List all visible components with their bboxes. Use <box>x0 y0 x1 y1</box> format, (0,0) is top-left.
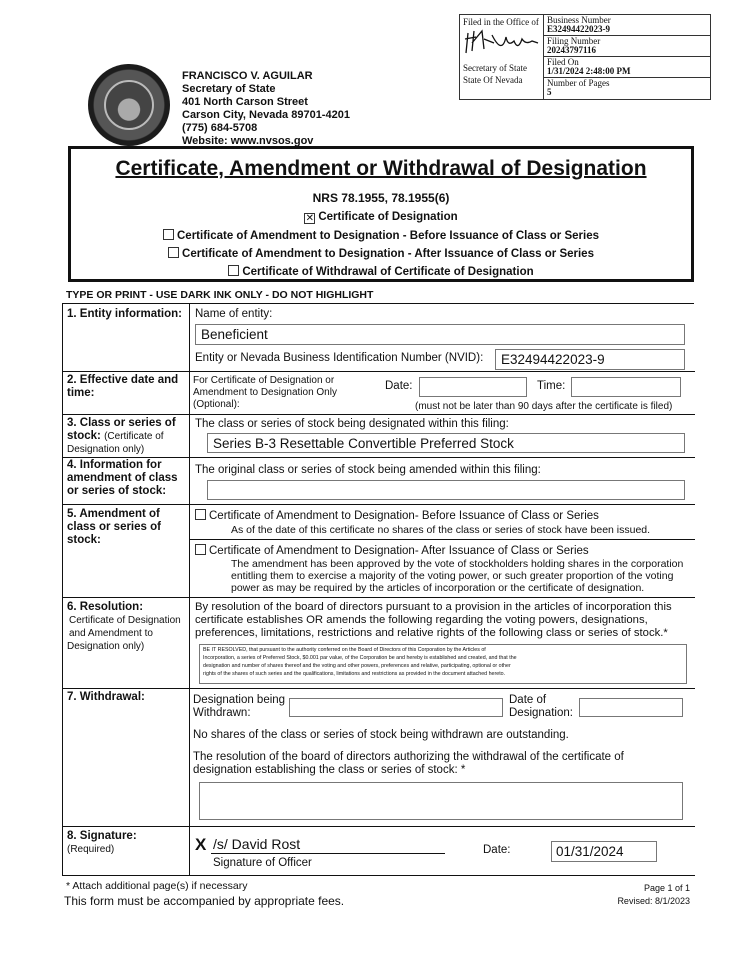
sos-phone: (775) 684-5708 <box>182 122 258 134</box>
stamp-pages <box>544 78 710 99</box>
amendment-after-desc-2: entitling them to exercise a majority of the voting power, or such greater proportion of the voting <box>231 570 674 582</box>
signature-value: /s/ David Rost <box>213 836 301 852</box>
secretary-of-state-block <box>182 70 442 148</box>
nrs-reference: NRS 78.1955, 78.1955(6) <box>312 191 450 205</box>
filing-stamp <box>459 14 711 100</box>
option-withdrawal[interactable] <box>71 265 691 278</box>
resolution-text-2: certificate establishes OR amends the following regarding the voting powers, designations, <box>195 614 648 626</box>
option-label: Certificate of Designation <box>318 211 458 223</box>
title-box <box>68 146 694 282</box>
filing-number-label: Filing Number <box>547 36 601 46</box>
footer-attach-note: * Attach additional page(s) if necessary <box>66 880 248 892</box>
stamp-filing-number <box>544 36 710 57</box>
section-7-label: 7. Withdrawal: <box>67 691 145 703</box>
resolution-line-3: designation and number of shares thereof and the voting and other powers, preferences and relative, participating, optional or other <box>203 663 511 669</box>
checkbox-checked[interactable]: ✕ <box>305 213 315 224</box>
filed-on-label: Filed On <box>547 57 579 67</box>
withdrawal-resolution-text-2: designation establishing the class or series of stock: * <box>193 764 466 776</box>
option-amendment-before[interactable] <box>71 229 691 242</box>
pages-value: 5 <box>547 87 552 97</box>
stamp-state: State Of Nevada <box>463 75 523 85</box>
original-class-text: The original class or series of stock being amended within this filing: <box>195 464 541 476</box>
resolution-field[interactable] <box>199 644 687 684</box>
checkbox[interactable] <box>195 544 206 555</box>
signature-date-value: 01/31/2024 <box>556 844 624 859</box>
effective-time-field[interactable] <box>571 377 681 397</box>
class-series-value: Series B-3 Resettable Convertible Preferred Stock <box>213 436 514 451</box>
signature-label: Signature of Officer <box>213 857 312 869</box>
nevada-state-seal <box>88 64 170 146</box>
stamp-sos: Secretary of State <box>463 63 527 73</box>
stamp-filed-in: Filed in the Office of <box>463 17 539 27</box>
withdrawal-resolution-text-1: The resolution of the board of directors authorizing the withdrawal of the certificate of <box>193 751 624 763</box>
effective-time-label: Time: <box>537 380 566 392</box>
business-number-label: Business Number <box>547 15 611 25</box>
pages-label: Number of Pages <box>547 78 610 88</box>
resolution-text-3: preferences, limitations, restrictions and relative rights of the following class or series of stock.* <box>195 627 668 639</box>
sos-role: Secretary of State <box>182 83 276 95</box>
filing-number-value: 20243797116 <box>547 45 597 55</box>
footer-revised: Revised: 8/1/2023 <box>617 896 690 906</box>
section-5-label: 5. Amendment of class or series of stock: <box>67 508 161 546</box>
designation-date-field[interactable] <box>579 698 683 717</box>
checkbox[interactable] <box>195 509 206 520</box>
sos-address-2: Carson City, Nevada 89701-4201 <box>182 109 350 121</box>
amendment-after-desc-3: power as may be required by the articles of incorporation or the certificate of designation. <box>231 582 645 594</box>
sos-address-1: 401 North Carson Street <box>182 96 308 108</box>
nvid-value: E32494422023-9 <box>501 352 605 367</box>
footer-fees-note: This form must be accompanied by appropriate fees. <box>64 894 345 908</box>
section-3-title: 3. Class or series of stock: <box>67 417 176 442</box>
withdrawal-resolution-field[interactable] <box>199 782 683 820</box>
original-class-field[interactable] <box>207 480 685 500</box>
business-number-value: E32494422023-9 <box>547 24 610 34</box>
option-amendment-after[interactable] <box>71 247 691 260</box>
effective-note: (must not be later than 90 days after the certificate is filed) <box>415 401 673 412</box>
designation-date-label-2: Designation: <box>509 707 573 719</box>
sos-name: FRANCISCO V. AGUILAR <box>182 70 313 82</box>
signature-date-field[interactable] <box>551 841 657 862</box>
secretary-signature-image <box>462 25 542 59</box>
entity-name-field[interactable] <box>195 324 685 345</box>
resolution-text-1: By resolution of the board of directors pursuant to a provision in the articles of incorporation this <box>195 601 672 613</box>
amendment-before-option[interactable] <box>195 509 599 523</box>
effective-desc-1: For Certificate of Designation or <box>193 375 335 386</box>
resolution-line-4: rights of the shares of such series and the qualifications, limitations and restrictions as provided in the document attached hereto. <box>203 671 506 677</box>
option-certificate-of-designation[interactable] <box>71 211 691 224</box>
section-3-sub: (Certificate of Designation only) <box>67 431 164 455</box>
resolution-line-1: BE IT RESOLVED, that pursuant to the authority conferred on the Board of Directors of this Corporation by the Articles of <box>203 647 486 653</box>
checkbox[interactable] <box>168 247 179 258</box>
class-series-field[interactable] <box>207 433 685 453</box>
effective-desc-2: Amendment to Designation Only <box>193 387 337 398</box>
checkbox[interactable] <box>163 229 174 240</box>
nvid-field[interactable] <box>495 349 685 370</box>
sos-website: Website: www.nvsos.gov <box>182 135 314 147</box>
amendment-after-desc-1: The amendment has been approved by the vote of stockholders holding shares in the corporation <box>231 558 684 570</box>
section-2-label: 2. Effective date and time: <box>67 374 179 399</box>
effective-desc-3: (Optional): <box>193 399 240 410</box>
ink-instructions: TYPE OR PRINT - USE DARK INK ONLY - DO NOT HIGHLIGHT <box>66 289 374 301</box>
signature-date-label: Date: <box>483 844 511 856</box>
signature-x: X <box>195 835 207 854</box>
option-label: Certificate of Amendment to Designation - After Issuance of Class or Series <box>182 248 594 260</box>
no-shares-text: No shares of the class or series of stock being withdrawn are outstanding. <box>193 729 569 741</box>
designation-withdrawn-field[interactable] <box>289 698 503 717</box>
section-4-label: 4. Information for amendment of class or series of stock: <box>67 459 178 497</box>
stamp-office <box>460 15 544 99</box>
section-6-title: 6. Resolution: <box>67 601 144 613</box>
entity-name-value: Beneficient <box>201 327 268 342</box>
section-1-label: 1. Entity information: <box>67 308 182 320</box>
designation-being-label-1: Designation being <box>193 694 286 706</box>
section-8-label <box>67 830 187 856</box>
amendment-before-desc: As of the date of this certificate no shares of the class or series of stock have been issued. <box>231 524 651 536</box>
amendment-before-label: Certificate of Amendment to Designation- Before Issuance of Class or Series <box>209 510 599 522</box>
nvid-label: Entity or Nevada Business Identification Number (NVID): <box>195 352 484 364</box>
amendment-after-label: Certificate of Amendment to Designation- After Issuance of Class or Series <box>209 545 589 557</box>
section-6-sub-2: and Amendment to <box>69 628 153 639</box>
signature-line <box>211 853 445 854</box>
section-8-required: (Required) <box>67 844 115 855</box>
amendment-after-option[interactable] <box>195 544 589 558</box>
footer-page: Page 1 of 1 <box>643 883 690 893</box>
stamp-filed-on <box>544 57 710 78</box>
section-6-label <box>67 601 187 653</box>
form-table <box>62 303 694 876</box>
section-3-label <box>67 417 187 456</box>
stamp-business-number <box>544 15 710 36</box>
effective-date-field[interactable] <box>419 377 527 397</box>
class-series-text: The class or series of stock being designated within this filing: <box>195 418 509 430</box>
section-8-title: 8. Signature: <box>67 830 137 842</box>
resolution-line-2: Incorporation, a series of Preferred Stock, $0.001 par value, of the Corporation be and hereby is established and created, and that the <box>203 655 517 661</box>
checkbox[interactable] <box>228 265 239 276</box>
option-label: Certificate of Withdrawal of Certificate of Designation <box>242 266 534 278</box>
option-label: Certificate of Amendment to Designation - Before Issuance of Class or Series <box>177 230 599 242</box>
designation-being-label-2: Withdrawn: <box>193 707 251 719</box>
designation-date-label-1: Date of <box>509 694 547 706</box>
filed-on-value: 1/31/2024 2:48:00 PM <box>547 66 631 76</box>
section-6-sub-1: Certificate of Designation <box>69 615 181 626</box>
entity-name-label: Name of entity: <box>195 308 273 320</box>
form-title: Certificate, Amendment or Withdrawal of Designation <box>115 157 647 180</box>
section-6-sub-3: Designation only) <box>67 641 145 652</box>
effective-date-label: Date: <box>385 380 413 392</box>
